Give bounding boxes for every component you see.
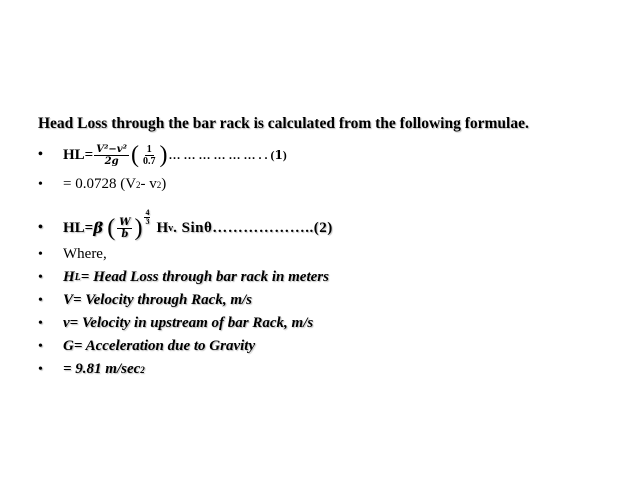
def-vu-main: v= Velocity in upstream of bar Rack, m/s [63, 315, 314, 331]
bullet: • [38, 246, 43, 262]
eq1-paren-open: ( [130, 142, 139, 168]
where-label: Where, [63, 246, 107, 262]
eq2-inner-den: b [121, 228, 129, 240]
bullet: • [38, 176, 43, 192]
def-hl-main: H [63, 269, 75, 285]
def-hl-rest: = Head Loss through bar rack in meters [80, 269, 329, 285]
eq1b-text: = 0.0728 (V [63, 176, 137, 192]
eq2-lhs: HL= [63, 219, 94, 236]
eq1b-sup1: 2 [136, 179, 141, 190]
equation-2 [38, 207, 333, 241]
eq2-exponent [144, 209, 150, 226]
definition-gravity [38, 338, 255, 355]
definition-velocity-upstream [38, 315, 313, 332]
eq2-inner-num: W [119, 216, 131, 228]
bullet: • [38, 338, 43, 354]
eq1-tail: … … … … … … . . (𝟏) [168, 147, 287, 162]
definition-velocity-rack [38, 292, 252, 309]
def-gv-sup: 2 [140, 364, 145, 375]
eq1-lhs: HL= [63, 146, 94, 163]
eq1b-mid: - v [140, 176, 157, 192]
eq2-hv-sub: v [168, 222, 174, 234]
slide-title: Head Loss through the bar rack is calculated from the following formulae. [38, 115, 529, 132]
def-v-main: V= Velocity through Rack, m/s [63, 292, 252, 308]
def-g-main: G= Acceleration due to Gravity [63, 338, 256, 354]
bullet: • [38, 315, 43, 331]
bullet: • [38, 292, 43, 308]
bullet: • [38, 220, 43, 235]
eq1-inner-den: 0.7 [142, 155, 156, 167]
where-line [38, 246, 107, 263]
eq2-exp-den: 3 [145, 216, 150, 226]
eq1-inner-fraction [141, 144, 158, 167]
eq1b-sup2: 2 [156, 179, 162, 190]
equation-1b [38, 176, 166, 193]
eq1b-end: ) [161, 176, 167, 192]
eq1-inner-num: 1 [146, 143, 152, 155]
eq2-paren-open: ( [107, 215, 116, 241]
eq2-exp-num: 4 [145, 207, 150, 217]
eq1-fraction [94, 144, 129, 167]
eq1-frac-num: V²−v² [96, 143, 127, 155]
equation-1 [38, 143, 287, 167]
bullet: • [38, 269, 43, 285]
def-gv-main: = 9.81 m/sec [63, 361, 141, 377]
eq2-beta: β [93, 219, 104, 237]
bullet: • [38, 361, 43, 377]
eq1-paren-close: ) [159, 142, 168, 168]
eq1-frac-den: 2g [104, 155, 119, 167]
eq2-paren-close: ) [134, 215, 143, 241]
bullet: • [38, 147, 43, 162]
definition-gravity-value [38, 361, 145, 378]
eq2-hv: H [156, 219, 169, 236]
eq2-inner-fraction [117, 217, 132, 240]
definition-head-loss [38, 269, 329, 286]
def-hl-sub: L [74, 272, 81, 283]
eq2-tail: . Sinθ………………..(2) [173, 219, 333, 236]
